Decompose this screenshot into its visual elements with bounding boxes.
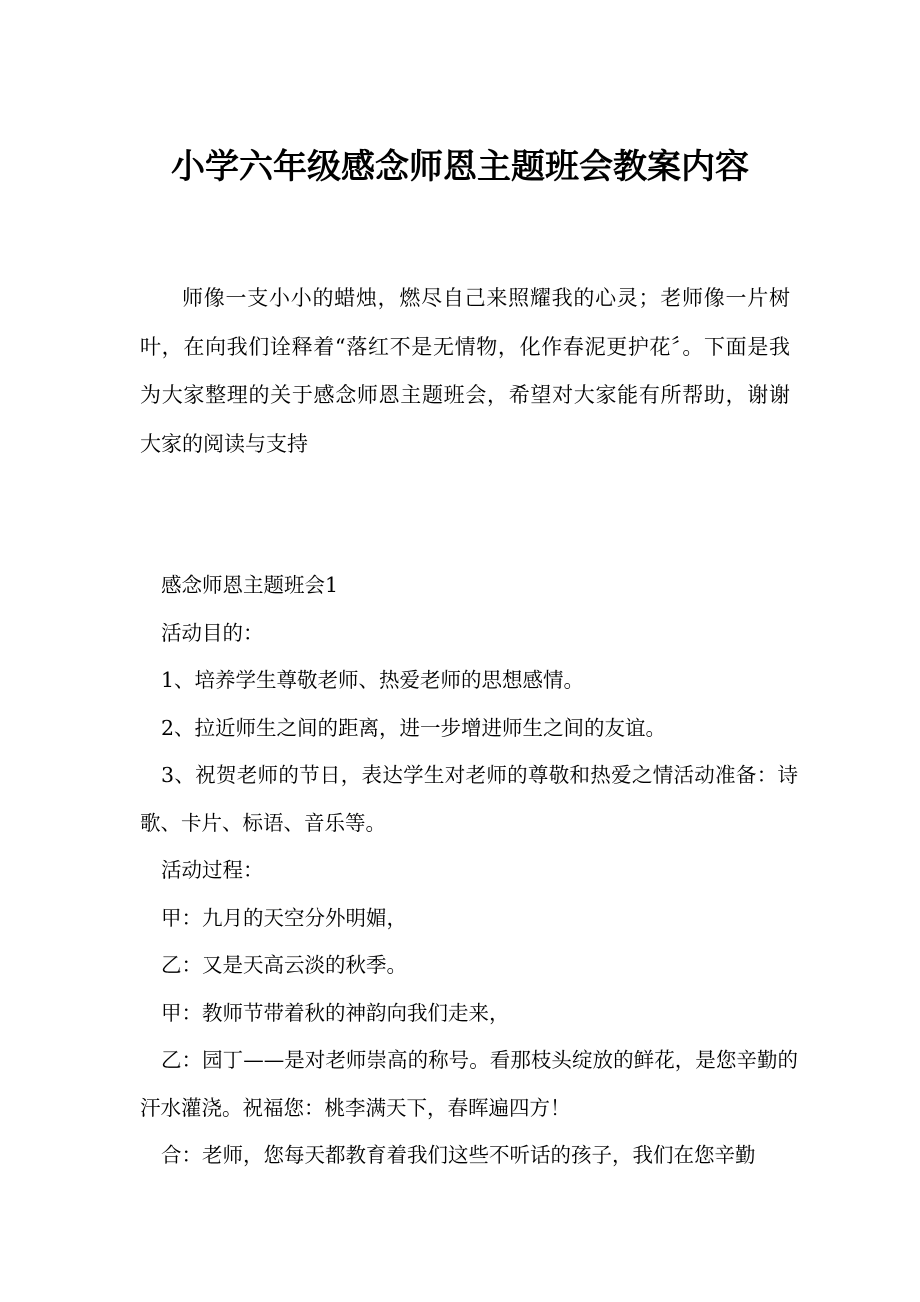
body-paragraph: 2、拉近师生之间的距离，进一步增进师生之间的友谊。 [161, 715, 667, 740]
body-paragraph: 3、祝贺老师的节日，表达学生对老师的尊敬和热爱之情活动准备：诗歌、卡片、标语、音乐等。 [140, 763, 798, 835]
body-paragraph: 乙：园丁——是对老师崇高的称号。看那枝头绽放的鲜花，是您辛勤的汗水灌浇。祝福您：桃李满天下，春晖遍四方！ [140, 1048, 798, 1120]
body-paragraph: 甲：教师节带着秋的神韵向我们走来， [161, 1000, 510, 1025]
body-paragraph: 合：老师，您每天都教育着我们这些不听话的孩子，我们在您辛勤 [161, 1143, 756, 1167]
body-paragraph: 乙：又是天高云淡的秋季。 [161, 953, 407, 977]
document-body [140, 562, 798, 1180]
body-paragraph: 甲：九月的天空分外明媚， [161, 905, 407, 930]
document-title: 小学六年级感念师恩主题班会教案内容 [171, 147, 749, 187]
intro-paragraph: 师像一支小小的蜡烛，燃尽自己来照耀我的心灵；老师像一片树叶，在向我们诠释着“落红不是无情物，化作春泥更护花〞。下面是我为大家整理的关于感念师恩主题班会，希望对大家能有所帮助，谢谢大家的阅读与支持 [140, 286, 790, 456]
section-heading: 感念师恩主题班会1 [161, 573, 339, 597]
body-paragraph: 活动过程： [161, 858, 264, 882]
body-paragraph: 活动目的： [161, 620, 264, 645]
body-paragraph: 1、培养学生尊敬老师、热爱老师的思想感情。 [161, 668, 585, 692]
